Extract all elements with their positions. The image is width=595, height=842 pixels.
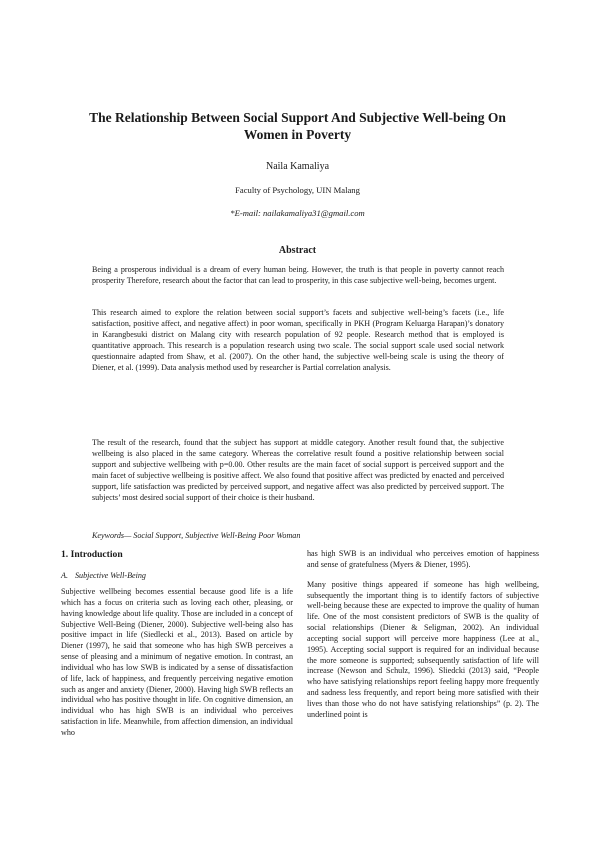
author-affiliation: Faculty of Psychology, UIN Malang [235, 185, 360, 195]
abstract-paragraph: Being a prosperous individual is a dream of every human being. However, the truth is that people in poverty cannot reach prosperity Therefore, research about the factor that can lead to prosperity, in this case subjective well-being, becomes urgent. [92, 265, 504, 285]
author-name: Naila Kamaliya [265, 161, 330, 172]
section-heading: 1. Introduction [61, 549, 123, 560]
abstract-heading: Abstract [278, 245, 317, 256]
keywords: Keywords— Social Support, Subjective Well-Being Poor Woman [92, 531, 301, 540]
abstract-paragraph: The result of the research, found that the subject has support at middle category. Another result found that, the subjective wellbeing is also placed in the same category. Whereas the correlative result found a positive relationship between social support and subjective wellbeing with p=0.00. Other results are the main facet of social support is perceived support and the main facet of subjective wellbeing is positive affect. We also found that positive affect was predicted by enacted and perceived support, life satisfaction was predicted by perceived support, and negative affect was also predicted by perceived support. The subjects’ most desired social support of their choice is their husband. [92, 438, 504, 502]
author-email: *E-mail: nailakamaliya31@gmail.com [230, 208, 365, 218]
left-column [61, 549, 293, 739]
body-paragraph: Many positive things appeared if someone has high wellbeing, subsequently the important thing is to identify factors of subjective well-being because these are expected to improve the quality of human life. One of the most consistent predictors of SWB is the quality of social relationships (Diener & Seligman, 2002). An individual accepting social support will perceive more happiness (Lee at al., 1995). Accepting social support is required for an individual because the more someone is supported; subsequently satisfaction of life will increase (Newson and Schulz, 1996). Sliedcki (2013) said, “People who have satisfying relationships report feeling happy more frequently and sadness less frequently, and report being more satisfied with their lives than those who do not have satisfying relationships” (p. 2). The underlined point is [307, 579, 539, 719]
paper-title: The Relationship Between Social Support And Subjective Well-being On Women in Poverty [89, 110, 506, 142]
body-paragraph: Subjective wellbeing becomes essential because good life is a life which has a focus on criteria such as loving each other, pleasing, or having knowledge about life quality. Those are included in a concept of Subjective Well-Being (Diener, 2000). Subjective well-being also has positive impact in life (Siedlecki et al., 2013). Based on article by Diener (1997), he said that someone who has high SWB perceives a sense of pleasing and a minimum of negative emotion. In contrast, an individual who has low SWB is indicated by a sense of dissatisfaction of life, lack of happiness, and frequently perceiving negative emotion such as anger and anxiety (Diener, 2000). Having high SWB reflects an individual who has positive thought in life. On cognitive dimension, an individual who has high SWB is an individual who perceives satisfaction in life. Meanwhile, from affection dimension, an individual who [61, 587, 293, 737]
subsection-heading [61, 570, 293, 581]
subsection-number: A. [61, 571, 68, 580]
right-column [307, 549, 539, 721]
subsection-title: Subjective Well-Being [75, 571, 146, 580]
body-paragraph: has high SWB is an individual who perceives emotion of happiness and sense of gratefulness (Myers & Diener, 1995). [307, 549, 539, 569]
abstract-paragraph: This research aimed to explore the relation between social support’s facets and subjective well-being’s facets (i.e., life satisfaction, positive affect, and negative affect) in poor woman, specifically in PKH (Program Keluarga Harapan)’s donatory in Karangbesuki district on Malang city with research population of 92 people. Research method that is employed is quantitative approach. This research is a population research using two scale. The social support scale used social network questionnaire adapted from Shaw, et al. (2007). On the other hand, the subjective well-being scale is using the theory of Diener, et al. (1999). Data analysis method used by researcher is Partial correlation analysis. [92, 308, 504, 372]
